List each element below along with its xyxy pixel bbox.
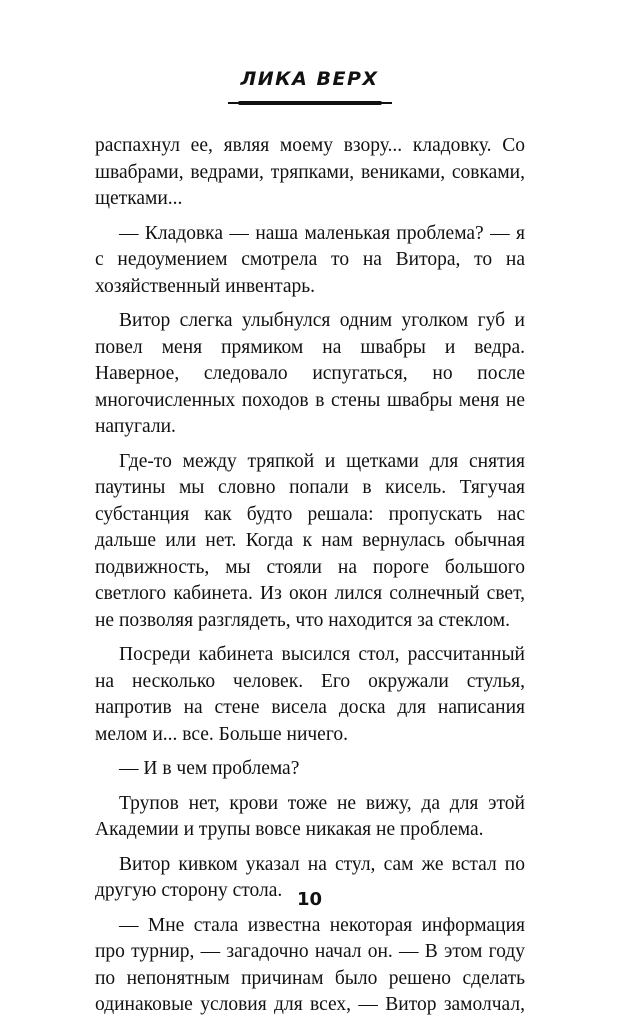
paragraph-8: Витор кивком указал на стул, сам же встал по другую сторону стола. [95, 853, 525, 901]
paragraph-7: Трупов нет, крови тоже не вижу, да для этой Академии и трупы вовсе никакая не проблема. [95, 792, 525, 840]
paragraph-3: Витор слегка улыбнулся одним уголком губ и повел меня прямиком на швабры и ведра. Наверное, следовало испугаться, но после многочисленных походов в стены швабры меня не напугали. [95, 310, 525, 437]
header-rule [238, 101, 382, 105]
paragraph-4: Где-то между тряпкой и щетками для снятия паутины мы словно попали в кисель. Тягучая субстанция как будто решала: пропускать нас дальше или нет. Когда к нам вернулась обычная подвижность, мы стояли на пороге большого светлого кабинета. Из окон лился солнечный свет, не позволяя разглядеть, что находится за стеклом. [95, 450, 525, 631]
paragraph-5: Посреди кабинета высился стол, рассчитанный на несколько человек. Его окружали стулья, напротив на стене висела доска для написания мелом и... все. Больше ничего. [95, 644, 525, 745]
page-number: 10 [296, 889, 323, 910]
paragraph-9: — Мне стала известна некоторая информация про турнир, — загадочно начал он. — В этом году по непонятным причинам было решено сделать одинаковые условия для всех, — Витор замолчал, [95, 914, 525, 1015]
running-header-author: ЛИКА ВЕРХ [240, 68, 379, 90]
paragraph-1: распахнул ее, являя моему взору... кладовку. Со швабрами, ведрами, тряпками, вениками, совками, щетками... [95, 135, 525, 209]
paragraph-2: — Кладовка — наша маленькая проблема? — я с недоумением смотрела то на Витора, то на хозяйственный инвентарь. [95, 222, 525, 297]
paragraph-6: — И в чем проблема? [119, 758, 300, 779]
